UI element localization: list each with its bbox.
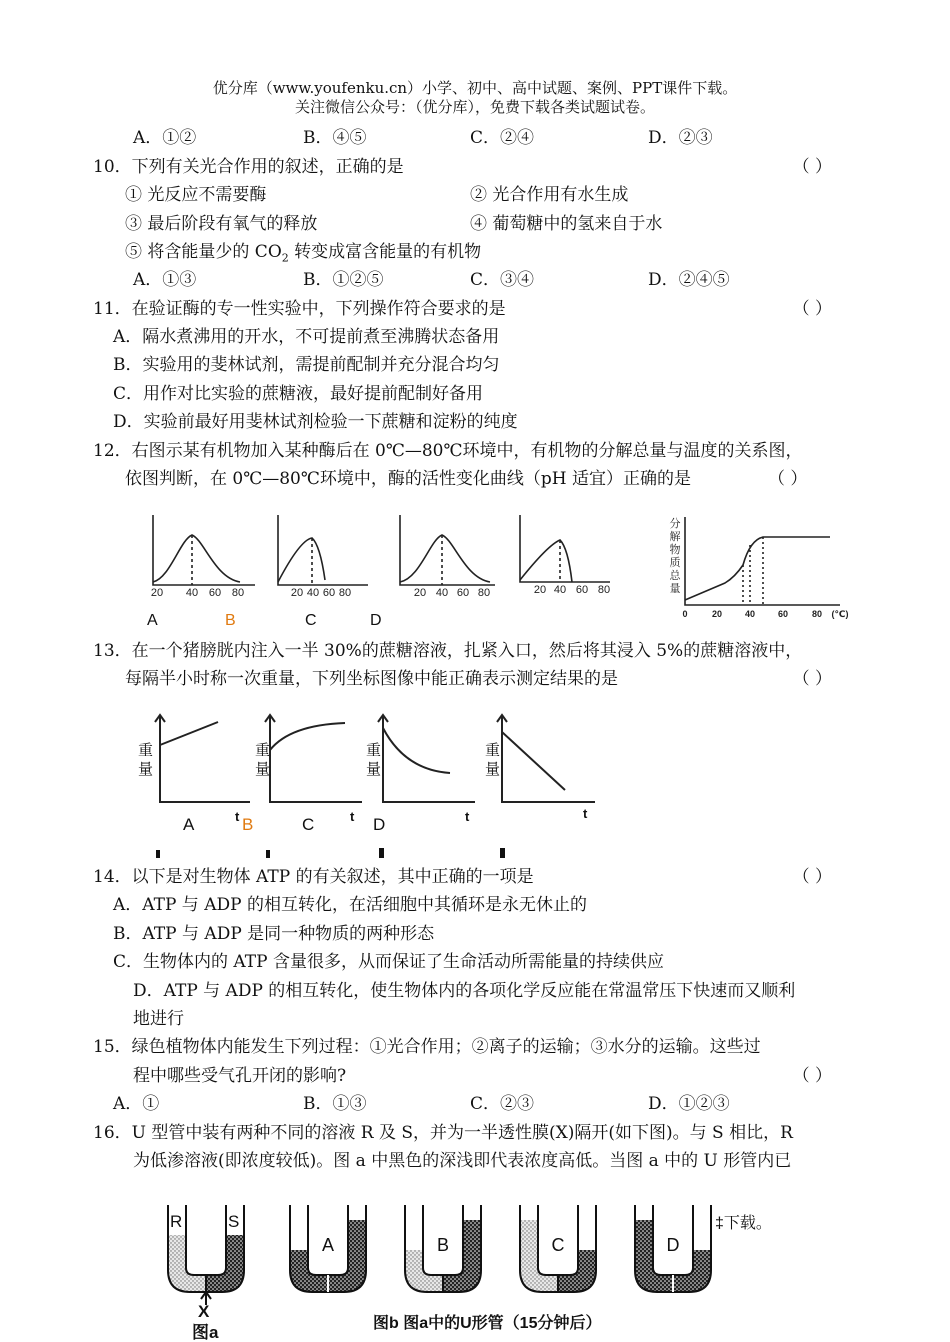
graph-c-tick-60: 60 — [456, 587, 470, 599]
ref-unit: (℃) — [831, 609, 849, 619]
q13-weight-graphs — [130, 710, 610, 860]
graph-c-tick-40: 40 — [435, 587, 449, 599]
q10-option-a: A．①③ — [133, 270, 197, 290]
q14-answer-paren: （ ） — [792, 867, 832, 887]
graph13-c-curve — [383, 728, 450, 773]
graph-c-label: C — [305, 612, 317, 629]
q9-option-c: C．②④ — [470, 128, 535, 148]
graph13-c-label: C — [302, 815, 315, 834]
q14-option-d: D．ATP 与 ADP 的相互转化，使生物体内的各项化学反应能在常温常压下快速而又顺利 — [133, 981, 796, 1001]
graph-a-tick-80: 80 — [231, 587, 245, 599]
q13-stem-line-1: 13．在一个猪膀胱内注入一半 30%的蔗糖溶液，扎紧入口，然后将其浸入 5%的蔗糖溶液中， — [93, 641, 803, 661]
q11-answer-paren: （ ） — [792, 299, 832, 319]
q12-reference-graph — [665, 515, 860, 620]
graph13-d-curve — [502, 732, 565, 790]
graph-a-tick-60: 60 — [208, 587, 222, 599]
header-line-1: 优分库（www.youfenku.cn）小学、初中、高中试题、案例、PPT课件下载。 — [212, 79, 738, 97]
graph13-d-label: D — [373, 815, 386, 834]
q12-stem-line-1: 12．右图示某有机物加入某种酶后在 0℃—80℃环境中，有机物的分解总量与温度的关系图， — [93, 441, 803, 461]
ref-ylabel-4: 质 — [669, 557, 681, 569]
graph-b-tick-80: 80 — [338, 587, 352, 599]
q11-option-b: B．实验用的斐林试剂，需提前配制并充分混合均匀 — [113, 355, 500, 375]
q15-stem-line-1: 15．绿色植物体内能发生下列过程：①光合作用；②离子的运输；③水分的运输。这些过 — [93, 1037, 761, 1057]
figure-b-caption: 图b 图a中的U形管（15分钟后） — [373, 1315, 602, 1332]
q15-option-b: B．①③ — [303, 1094, 367, 1114]
q10-answer-paren: （ ） — [792, 157, 832, 177]
graph13-a-ylabel-1: 重 — [138, 742, 154, 759]
q11-option-d: D．实验前最好用斐林试剂检验一下蔗糖和淀粉的纯度 — [113, 412, 518, 432]
graph-b-axes — [278, 515, 368, 585]
graph-b-tick-40: 40 — [306, 587, 320, 599]
tube-label-s: S — [228, 1212, 240, 1231]
graph-c-tick-20: 20 — [413, 587, 427, 599]
q15-answer-paren: （ ） — [792, 1066, 832, 1086]
ref-ylabel-3: 物 — [669, 544, 681, 556]
q14-option-a: A．ATP 与 ADP 的相互转化，在活细胞中其循环是永无休止的 — [113, 895, 587, 915]
ref-tick-0: 0 — [682, 609, 688, 619]
ref-ylabel-6: 量 — [669, 583, 681, 595]
q10-stem: 10．下列有关光合作用的叙述，正确的是 — [93, 157, 404, 177]
header-line-2: 关注微信公众号：（优分库），免费下载各类试题试卷。 — [294, 98, 655, 116]
ref-tick-40: 40 — [744, 609, 756, 619]
q14-option-c: C．生物体内的 ATP 含量很多，从而保证了生命活动所需能量的持续供应 — [113, 952, 664, 972]
graph-d-tick-20: 20 — [533, 584, 547, 596]
q9-option-a: A．①② — [133, 128, 197, 148]
graph13-c-xlabel: t — [465, 809, 470, 824]
svg-text:20 — [151, 587, 163, 599]
q11-option-c: C．用作对比实验的蔗糖液，最好提前配制好备用 — [113, 384, 484, 404]
graph13-b-axes — [270, 715, 362, 802]
q11-option-a: A．隔水煮沸用的开水，不可提前煮至沸腾状态备用 — [113, 327, 500, 347]
q13-answer-paren: （ ） — [792, 669, 832, 689]
graph13-a-xlabel: t — [235, 809, 240, 824]
q14-stem: 14．以下是对生物体 ATP 的有关叙述，其中正确的一项是 — [93, 867, 534, 887]
q14-option-b: B．ATP 与 ADP 是同一种物质的两种形态 — [113, 924, 435, 944]
graph-a-axes — [153, 515, 255, 585]
q10-option-b: B．①②⑤ — [303, 270, 384, 290]
graph-b-curve — [278, 538, 325, 582]
q16-stem-line-2: 为低渗溶液(即浓度较低)。图 a 中黑色的深浅即代表浓度高低。当图 a 中的 U 形管内已 — [133, 1151, 792, 1171]
q10-item-2: ② 光合作用有水生成 — [470, 185, 629, 205]
q10-item-5: ⑤ 将含能量少的 $CO_2$ 转变成富含能量的有机物 — [125, 242, 482, 265]
graph-c-axes — [400, 515, 495, 585]
graph-d-label: D — [370, 612, 382, 629]
q11-stem: 11．在验证酶的专一性实验中，下列操作符合要求的是 — [93, 299, 506, 319]
graph13-b-ylabel-2: 量 — [255, 761, 271, 778]
q16-stem-line-1: 16．U 型管中装有两种不同的溶液 R 及 S，并为一半透性膜(X)隔开(如下图)。与 S 相比，R — [93, 1123, 793, 1143]
tube-label-r: R — [170, 1212, 183, 1231]
graph13-b-label: B — [242, 815, 254, 834]
q15-option-a: A．① — [113, 1094, 160, 1114]
ref-curve — [685, 537, 830, 600]
q16-u-tube-figure — [160, 1200, 780, 1342]
graph-d-curve — [520, 540, 572, 582]
graph-d-tick-40: 40 — [553, 584, 567, 596]
q15-option-c: C．②③ — [470, 1094, 535, 1114]
q12-stem-line-2: 依图判断，在 0℃—80℃环境中，酶的活性变化曲线（pH 适宜）正确的是 — [125, 469, 691, 489]
q13-stem-line-2: 每隔半小时称一次重量，下列坐标图像中能正确表示测定结果的是 — [125, 669, 618, 689]
graph13-a-label: A — [183, 815, 195, 834]
graph-b-label: B — [225, 612, 236, 629]
q10-option-c: C．③④ — [470, 270, 535, 290]
q12-answer-paren: （ ） — [768, 469, 808, 489]
q10-item-1: ① 光反应不需要酶 — [125, 185, 267, 205]
tube-option-d-label: D — [666, 1235, 680, 1255]
ref-ylabel-5: 总 — [669, 570, 681, 582]
tube-option-a-label: A — [321, 1235, 335, 1255]
graph13-a-ylabel-2: 量 — [138, 761, 154, 778]
graph13-d-xlabel: t — [583, 806, 588, 821]
graph13-b-curve — [270, 723, 345, 750]
graph-a-curve — [153, 535, 240, 582]
graph-d-tick-80: 80 — [597, 584, 611, 596]
graph-c-curve — [400, 535, 490, 582]
graph13-b-xlabel: t — [350, 809, 355, 824]
graph13-c-ylabel-1: 重 — [366, 742, 382, 759]
graph13-b-ylabel-1: 重 — [255, 742, 271, 759]
graph-a-tick-20: 20 — [150, 587, 164, 599]
q15-stem-line-2: 程中哪些受气孔开闭的影响? — [133, 1066, 347, 1086]
tube-label-x: X — [198, 1302, 210, 1321]
ref-axes — [685, 517, 840, 605]
figure-a-caption: 图a — [192, 1323, 219, 1342]
graph-d-tick-60: 60 — [575, 584, 589, 596]
graph-a-tick-40: 40 — [185, 587, 199, 599]
q10-item-4: ④ 葡萄糖中的氢来自于水 — [470, 214, 663, 234]
q10-option-d: D．②④⑤ — [648, 270, 730, 290]
q15-option-d: D．①②③ — [648, 1094, 730, 1114]
q12-activity-graphs — [140, 510, 620, 629]
tube-option-b-label: B — [436, 1235, 450, 1255]
ref-tick-60: 60 — [777, 609, 789, 619]
graph13-c-axes — [383, 715, 475, 802]
graph-b-tick-20: 20 — [290, 587, 304, 599]
graph13-c-ylabel-2: 量 — [366, 761, 382, 778]
q10-item-3: ③ 最后阶段有氧气的释放 — [125, 214, 318, 234]
graph13-d-axes — [502, 715, 595, 802]
ref-ylabel-1: 分 — [669, 518, 681, 530]
ref-ylabel-2: 解 — [669, 531, 681, 543]
graph-a-label: A — [147, 612, 158, 629]
graph-b-tick-60: 60 — [322, 587, 336, 599]
graph13-d-ylabel-1: 重 — [485, 742, 501, 759]
q9-option-d: D．②③ — [648, 128, 713, 148]
graph-c-tick-80: 80 — [477, 587, 491, 599]
ref-tick-80: 80 — [811, 609, 823, 619]
graph13-a-curve — [160, 722, 218, 745]
tube-option-c-label: C — [551, 1235, 565, 1255]
q9-option-b: B．④⑤ — [303, 128, 367, 148]
q14-option-d-continuation: 地进行 — [133, 1009, 184, 1029]
ref-tick-20: 20 — [711, 609, 723, 619]
graph13-d-ylabel-2: 量 — [485, 761, 501, 778]
overlap-text: ‡下载。 — [715, 1215, 772, 1232]
